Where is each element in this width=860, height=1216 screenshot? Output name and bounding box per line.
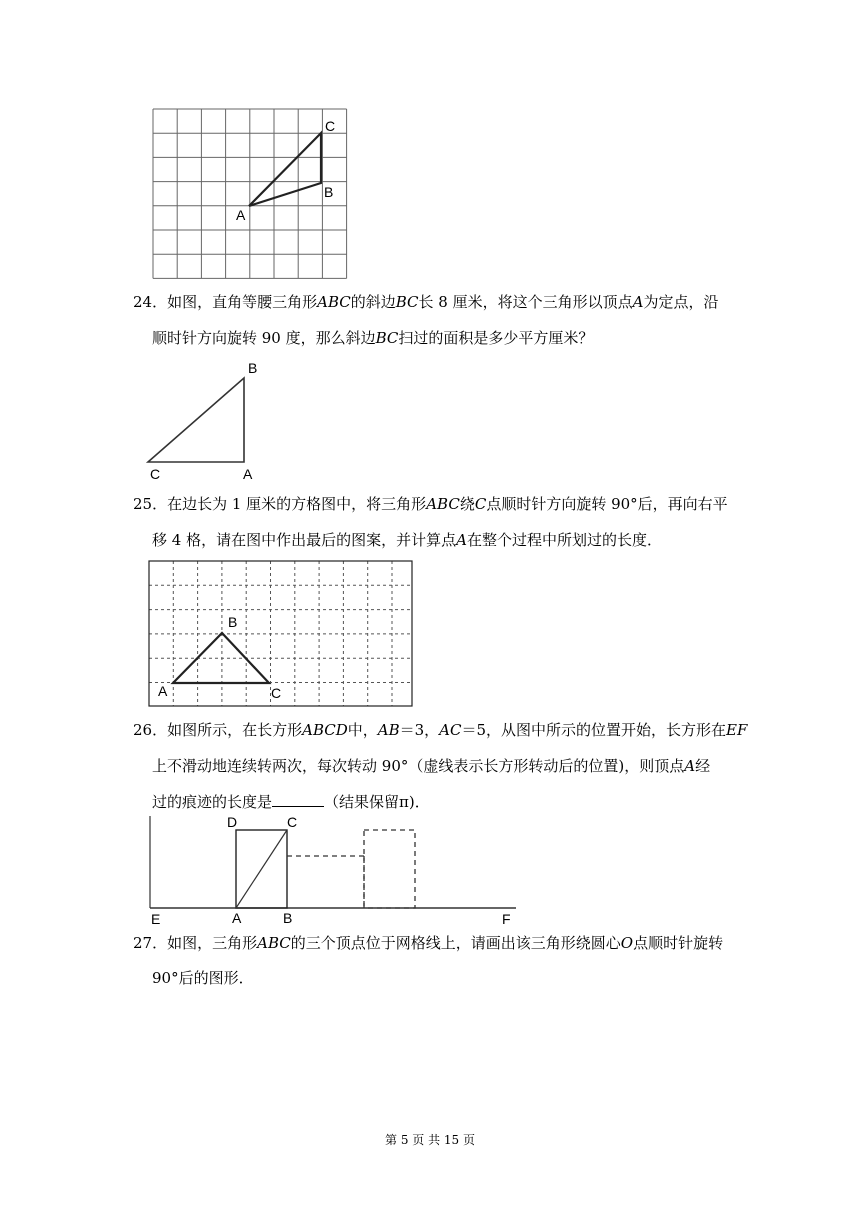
q23-label-c: C (325, 118, 336, 134)
q26-label-b: B (283, 910, 293, 926)
q24-line-1: 24．如图，直角等腰三角形ABC的斜边BC长 8 厘米，将这个三角形以顶点A为定点，沿 (133, 293, 719, 311)
q26-diagonal-ac (236, 830, 287, 908)
q25-label-c: C (271, 685, 282, 701)
q24-label-b: B (248, 360, 258, 376)
q27-line-1: 27．如图，三角形ABC的三个顶点位于网格线上，请画出该三角形绕圆心O点顺时针旋转 (133, 934, 724, 952)
q23-label-a: A (236, 207, 246, 223)
q24-label-c: C (150, 466, 161, 482)
q26-label-d: D (227, 814, 238, 830)
q25-label-b: B (228, 614, 238, 630)
q24-line-2: 顺时针方向旋转 90 度，那么斜边BC扫过的面积是多少平方厘米？ (152, 329, 594, 347)
q23-label-b: B (324, 184, 334, 200)
q27-line-2: 90°后的图形． (152, 969, 254, 987)
q25-label-a: A (158, 683, 168, 699)
q25-line-2: 移 4 格，请在图中作出最后的图案，并计算点A在整个过程中所划过的长度． (152, 531, 662, 549)
q26-label-e: E (151, 911, 161, 927)
q26-label-f: F (502, 911, 511, 927)
page-footer: 第 5 页 共 15 页 (385, 1133, 475, 1147)
q26-label-c: C (287, 814, 298, 830)
q26-line-3: 过的痕迹的长度是 （结果保留π)． (152, 793, 430, 811)
q25-line-1: 25．在边长为 1 厘米的方格图中，将三角形ABC绕C点顺时针方向旋转 90°后，再向右平 (133, 495, 728, 513)
q26-line-1: 26．如图所示，在长方形ABCD中，AB＝3，AC＝5，从图中所示的位置开始，长方形在EF (133, 721, 748, 739)
q24-label-a: A (243, 466, 253, 482)
q26-line-2: 上不滑动地连续转两次，每次转动 90°（虚线表示长方形转动后的位置)，则顶点A经 (152, 757, 711, 775)
q26-label-a: A (232, 910, 242, 926)
